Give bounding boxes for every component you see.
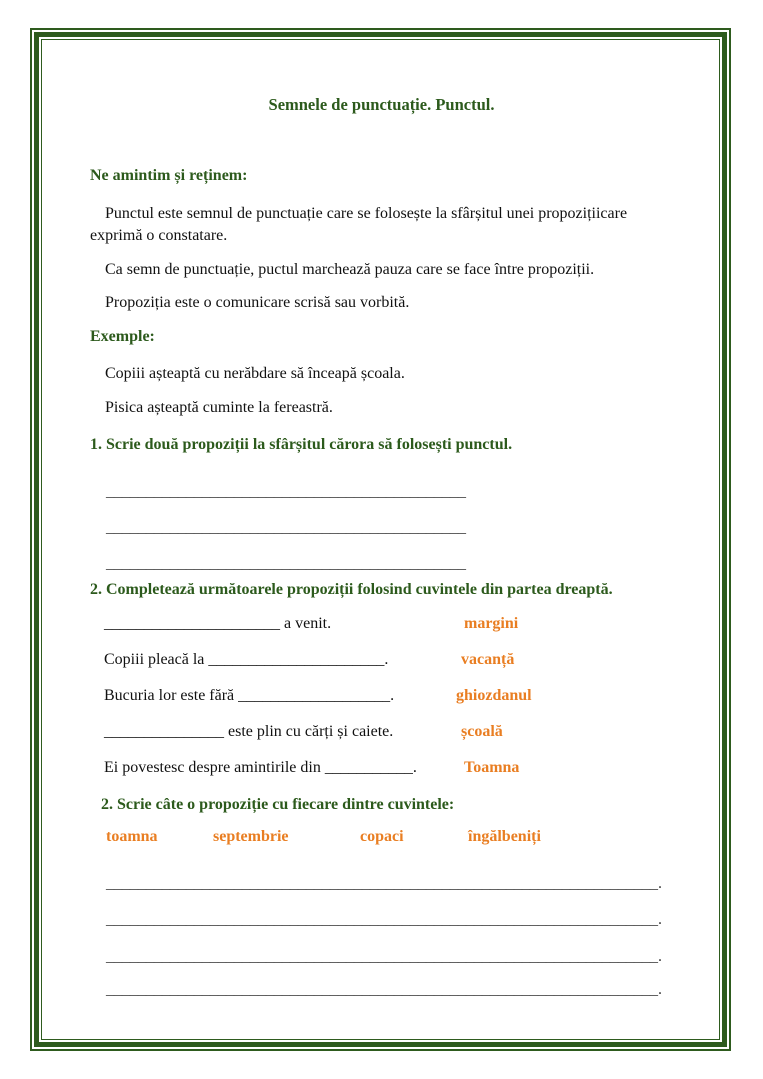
task1-answer-blank[interactable]: _____________________________________________ — [106, 483, 466, 500]
fill-in-row — [90, 649, 673, 671]
task3-answer-blank[interactable]: _____________________________________________________________________. — [106, 981, 662, 998]
fill-in-row — [90, 721, 673, 743]
fill-in-sentence[interactable]: ______________________ a venit. — [104, 615, 332, 632]
fill-in-sentence[interactable]: Ei povestesc despre amintirile din ___________. — [104, 759, 417, 776]
task1-answer-blank[interactable]: _____________________________________________ — [106, 519, 466, 536]
task3-heading: 2. Scrie câte o propoziție cu fiecare dintre cuvintele: — [101, 796, 455, 813]
task3-answer-blank[interactable]: _____________________________________________________________________. — [106, 948, 662, 965]
example-sentence: Copiii așteaptă cu nerăbdare să înceapă școala. — [105, 365, 405, 382]
paragraph-definition-sentence: Propoziția este o comunicare scrisă sau vorbită. — [105, 294, 410, 311]
task1-answer-blank[interactable]: _____________________________________________ — [106, 555, 466, 572]
section-heading-examples: Exemple: — [90, 328, 155, 345]
word-option: școală — [461, 723, 503, 740]
task3-answer-blank[interactable]: _____________________________________________________________________. — [106, 911, 662, 928]
section-heading-remember: Ne amintim și reținem: — [90, 167, 248, 184]
paragraph-definition-period: Punctul este semnul de punctuație care se folosește la sfârșitul unei propozițiicare exprimă o constatare. — [90, 205, 628, 244]
fill-in-row — [90, 613, 673, 635]
keyword: îngălbeniți — [468, 828, 541, 845]
task1-heading: 1. Scrie două propoziții la sfârșitul cărora să folosești punctul. — [90, 436, 513, 453]
word-option: ghiozdanul — [456, 687, 532, 704]
example-sentence: Pisica așteaptă cuminte la fereastră. — [105, 399, 333, 416]
word-option: vacanță — [461, 651, 515, 668]
fill-in-sentence[interactable]: Copiii pleacă la ______________________. — [104, 651, 389, 668]
fill-in-sentence[interactable]: _______________ este plin cu cărți și caiete. — [104, 723, 394, 740]
task3-word-list — [90, 826, 673, 848]
keyword: septembrie — [213, 828, 289, 845]
word-option: Toamna — [464, 759, 520, 776]
keyword: toamna — [106, 828, 158, 845]
word-option: margini — [464, 615, 519, 632]
fill-in-row — [90, 757, 673, 779]
document-content — [42, 42, 721, 1037]
task3-answer-blank[interactable]: _____________________________________________________________________. — [106, 875, 662, 892]
fill-in-sentence[interactable]: Bucuria lor este fără ___________________. — [104, 687, 395, 704]
fill-in-row — [90, 685, 673, 707]
keyword: copaci — [360, 828, 404, 845]
task2-heading: 2. Completează următoarele propoziții folosind cuvintele din partea dreaptă. — [90, 581, 613, 598]
page-title: Semnele de punctuație. Punctul. — [268, 95, 495, 114]
paragraph-pause-between-sentences: Ca semn de punctuație, puctul marchează pauza care se face între propoziții. — [105, 261, 595, 278]
